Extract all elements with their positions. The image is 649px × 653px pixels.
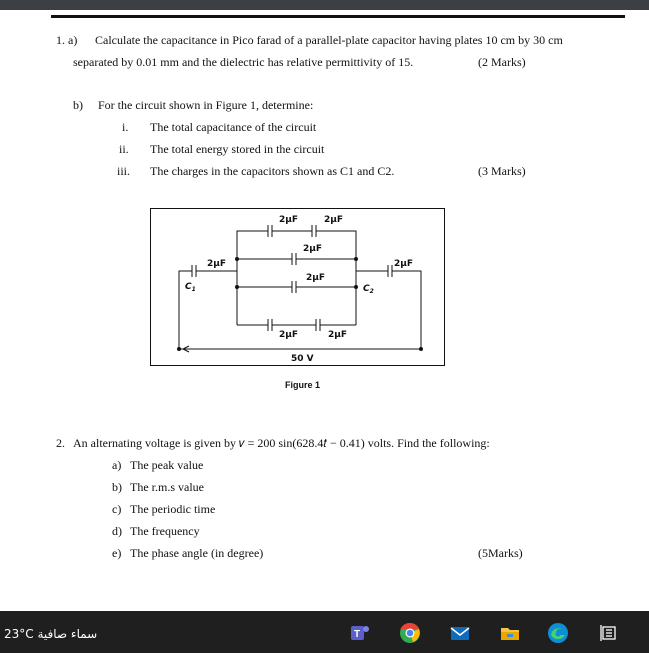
voltage-label: 50 V [291, 354, 314, 364]
q2-item-text: The phase angle (in degree) [130, 546, 264, 560]
cap-label: 2µF [324, 215, 344, 225]
q1a-number: 1. a) [56, 33, 78, 47]
q1b-item-text: The charges in the capacitors shown as C1 and C2. [150, 164, 395, 178]
circuit-figure-frame [150, 208, 445, 366]
q1b-item-text: The total energy stored in the circuit [150, 142, 325, 156]
q2-marks: (5Marks) [478, 546, 523, 560]
cap-label: 2µF [306, 273, 326, 283]
mail-icon[interactable] [449, 622, 471, 644]
q1a-text-line1: Calculate the capacitance in Pico farad of a parallel-plate capacitor having plates 10 cm by 30 cm [95, 33, 563, 47]
c1-label: $C_1$ [185, 282, 196, 293]
chrome-icon[interactable] [399, 622, 421, 644]
cap-label: 2µF [207, 259, 227, 269]
cap-label: 2µF [394, 259, 414, 269]
q1b-intro: For the circuit shown in Figure 1, determine: [98, 98, 314, 112]
q1b-marks: (3 Marks) [478, 164, 526, 178]
q2-item-num: a) [112, 458, 122, 472]
q1a-text-line2: separated by 0.01 mm and the dielectric has relative permittivity of 15. [73, 55, 414, 69]
svg-text:T: T [354, 629, 361, 640]
cap-label: 2µF [303, 244, 323, 254]
q1a-marks: (2 Marks) [478, 55, 526, 69]
cap-label: 2µF [279, 215, 299, 225]
q2-item-text: The frequency [130, 524, 200, 538]
q1b-number: b) [73, 98, 83, 112]
q2-number: 2. [56, 436, 65, 450]
document-top-rule [51, 15, 625, 18]
cap-label: 2µF [328, 330, 348, 340]
task-view-icon[interactable] [598, 622, 620, 644]
q1b-item-num: i. [122, 120, 129, 134]
q1b-item-num: iii. [117, 164, 131, 178]
figure-caption: Figure 1 [285, 380, 321, 390]
q2-item-text: The r.m.s value [130, 480, 204, 494]
weather-widget[interactable]: 23°C سماء صافية [4, 627, 98, 641]
q2-item-num: e) [112, 546, 122, 560]
q2-item-text: The peak value [130, 458, 204, 472]
q2-item-num: d) [112, 524, 122, 538]
q1b-item-num: ii. [119, 142, 129, 156]
taskbar [0, 611, 649, 653]
teams-icon[interactable] [348, 622, 370, 644]
q2-item-num: c) [112, 502, 122, 516]
q1b-item-text: The total capacitance of the circuit [150, 120, 317, 134]
cap-label: 2µF [279, 330, 299, 340]
c2-label: $C_2$ [363, 284, 374, 295]
circuit-diagram [151, 209, 444, 365]
window-top-bar [0, 0, 649, 10]
q2-item-num: b) [112, 480, 122, 494]
q2-item-text: The periodic time [130, 502, 216, 516]
edge-icon[interactable] [547, 622, 569, 644]
file-explorer-icon[interactable] [499, 622, 521, 644]
q2-stem: An alternating voltage is given by 𝑣 = 200 sin(628.4𝑡 − 0.41) volts. Find the following: [73, 436, 490, 450]
